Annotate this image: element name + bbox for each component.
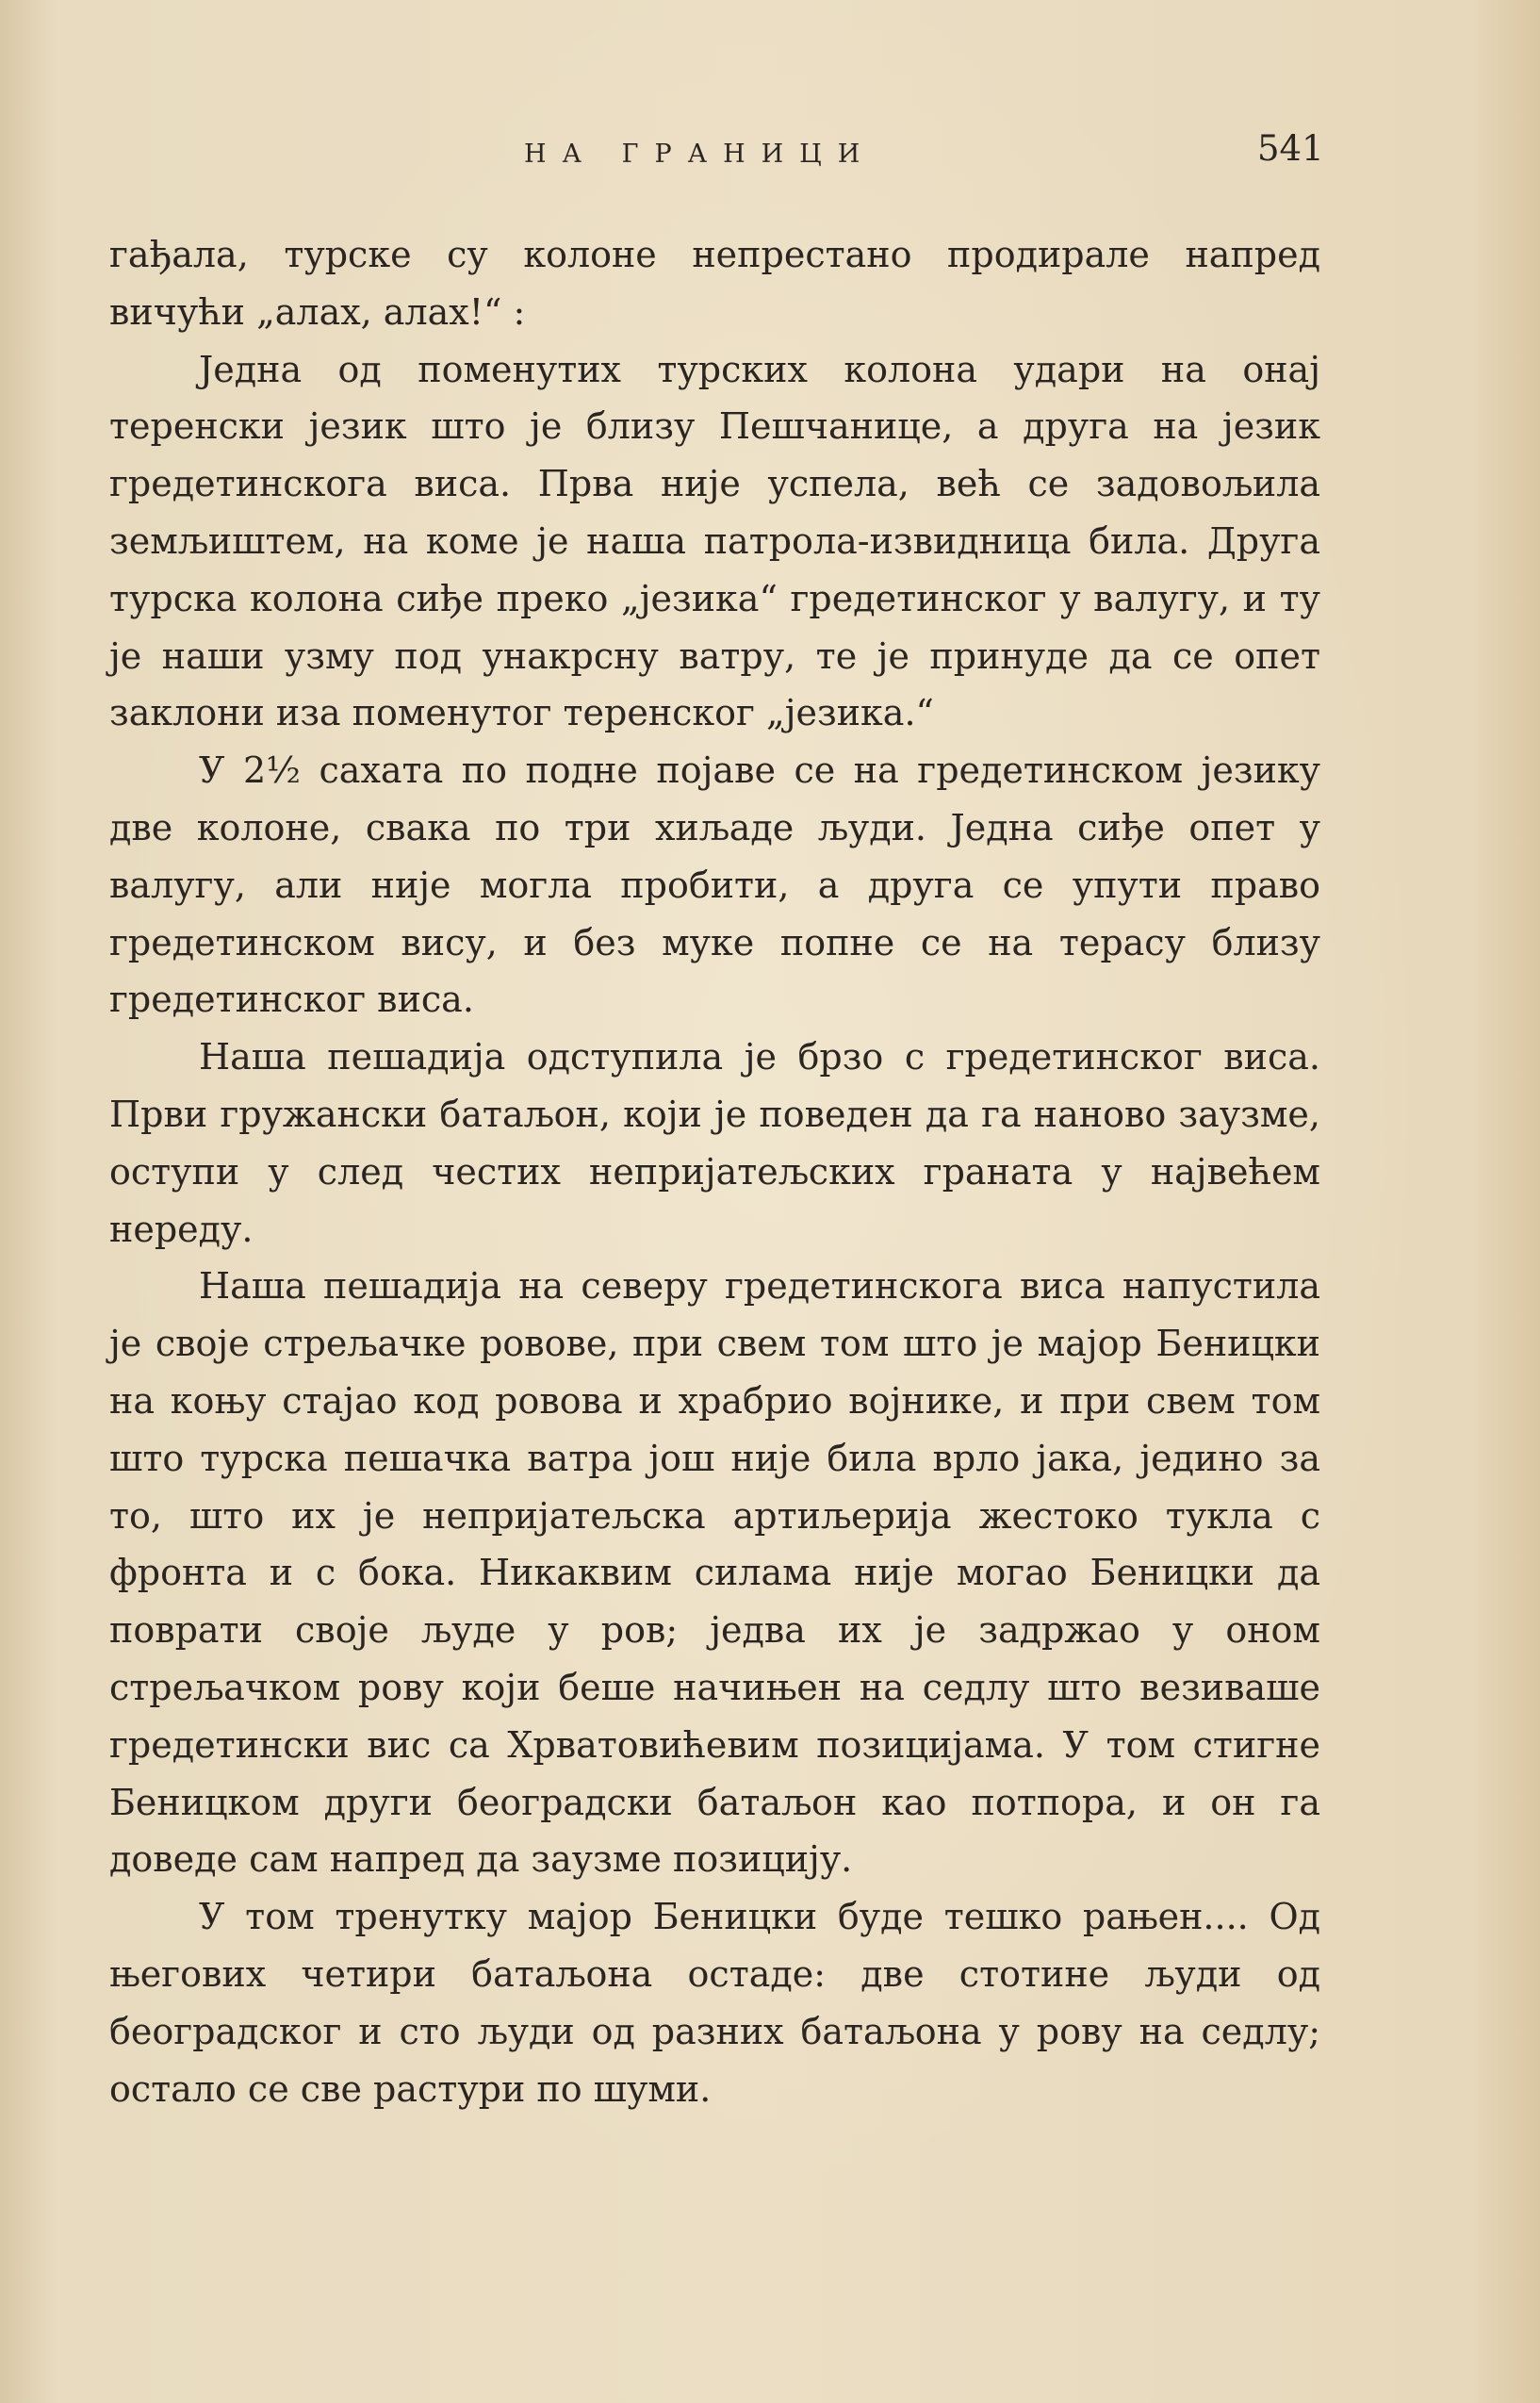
body-text: [109, 226, 1320, 2117]
paragraph: Једна од поменутих турских колона удари на онај теренски језик што је близу Пешчанице, а друга на језик гредетинскога виса. Прва није успела, већ се задовољила земљиштем, на коме је наша патрола-извидница била. Друга турска колона сиђе преко „језика“ гредетинског у валугу, и ту је наши узму под унакрсну ватру, те је принуде да се опет заклони иза поменутог теренског „језика.“: [109, 348, 1320, 734]
paragraph: Наша пешадија на северу гредетинскога виса напустила је своје стрељачке ровове, при свем том што је мајор Беницки на коњу стајао код ровова и храбрио војнике, и при свем том што турска пешачка ватра још није била врло јака, једино за то, што их је непријатељска артиљерија жестоко тукла с фронта и с бока. Никаквим силама није могао Беницки да поврати своје људе у ров; једва их је задржао у оном стрељачком рову који беше начињен на седлу што везиваше гредетински вис са Хрватовићевим позицијама. У том стигне Беницком други београдски батаљон као потпора, и он га доведе сам напред да заузме позицију.: [109, 1265, 1320, 1881]
paragraph: Наша пешадија одступила је брзо с гредетинског виса. Први гружански батаљон, који је поведен да га наново заузме, оступи у след честих непријатељских граната у највећем нереду.: [109, 1036, 1320, 1250]
running-head: НА ГРАНИЦИ: [524, 140, 876, 169]
page-number: 541: [1257, 128, 1324, 169]
paragraph: гађала, турске су колоне непрестано продирале напред вичући „алах, алах!“ :: [109, 234, 1320, 333]
paragraph: У том тренутку мајор Беницки буде тешко рањен.... Од његових четири батаљона остаде: две стотине људи од београдског и сто људи од разних батаљона у рову на седлу; остало се све растури по шуми.: [109, 1896, 1320, 2110]
paragraph: У 2½ сахата по подне појаве се на гредетинском језику две колоне, свака по три хиљаде људи. Једна сиђе опет у валугу, али није могла пробити, а друга се упути право гредетинском вису, и без муке попне се на терасу близу гредетинског виса.: [109, 749, 1320, 1021]
